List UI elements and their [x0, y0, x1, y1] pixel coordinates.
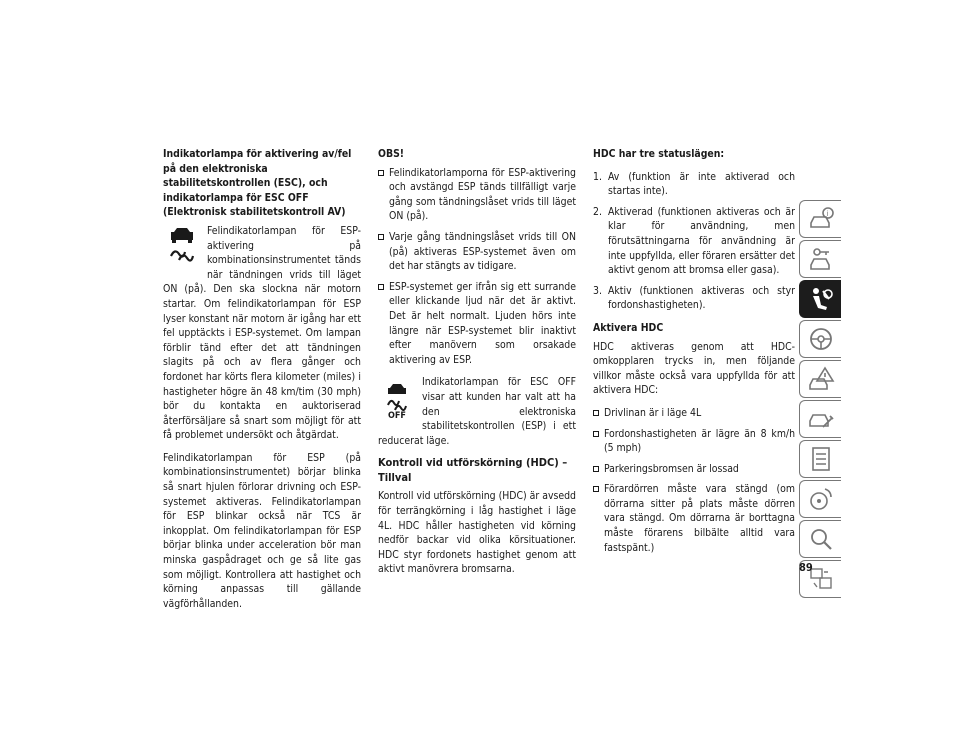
list-item: Drivlinan är i läge 4L [593, 406, 795, 421]
hdc-status-list [593, 170, 795, 313]
list-item: 3. Aktiv (funktionen aktiveras och styr fordonshastigheten). [593, 284, 795, 312]
tab-steering-wheel[interactable] [799, 320, 841, 358]
obs-list [378, 166, 576, 368]
esc-off-icon [378, 377, 416, 427]
steering-wheel-icon [807, 325, 835, 353]
checkbox-bullet-icon [593, 486, 599, 492]
car-warning-icon [807, 365, 835, 393]
list-item: 2. Aktiverad (funktionen aktiveras och är klar för användning, men förutsättningarna för användning är inte uppfyllda, eller föraren ersätter det aktivt genom att bromsa eller gasa). [593, 205, 795, 277]
list-item: ESP-systemet ger ifrån sig ett surrande eller klickande ljud när det är aktivt. Det är helt normalt. Ljuden hörs inte längre när ESP-systemet blir inaktivt efter manövern som orsakade aktivering av ESP. [378, 280, 576, 368]
esc-heading: Indikatorlampa för aktivering av/fel på den elektroniska stabilitetskontrollen (ESC), och indikatorlampa för ESC OFF (Elektronisk stabilitetskontroll AV) [163, 148, 352, 219]
tab-car-service[interactable] [799, 400, 841, 438]
car-service-icon [807, 405, 835, 433]
obs-heading: OBS! [378, 148, 405, 160]
esc-off-icon-paragraph [378, 375, 576, 448]
tab-multimedia[interactable] [799, 480, 841, 518]
checkbox-bullet-icon [378, 234, 384, 240]
list-item: Förardörren måste vara stängd (om dörrarna sitter på plats måste dörren vara stängd. Om dörrarna är borttagna måste förarens bilbälte alltid vara fastspänt.) [593, 482, 795, 555]
car-key-icon [807, 245, 835, 273]
esc-off-label: OFF [388, 411, 406, 422]
page-number: 89 [799, 561, 813, 574]
search-icon [807, 525, 835, 553]
tab-airbag-safety[interactable] [799, 280, 841, 318]
checklist-icon [807, 445, 835, 473]
chapter-tabs [799, 200, 841, 600]
esc-paragraph-2: Felindikatorlampan för ESP (på kombinationsinstrumentet) börjar blinka så snart hjulen förlorar drivning och ESP-systemet aktiveras. Felindikatorlampan för ESP blinkar också när TCS är inkopplat. Om felindikatorlampan för ESP börjar blinka under acceleration bör man minska gaspådraget och ge så lite gas som möjligt. Kontrollera att hastighet och körning anpassas till gällande vägförhållanden. [163, 451, 361, 610]
tab-car-key[interactable] [799, 240, 841, 278]
esc-icon-paragraph [163, 224, 361, 443]
checkbox-bullet-icon [593, 410, 599, 416]
hdc-paragraph: Kontroll vid utförskörning (HDC) är avsedd för terrängkörning i låg hastighet i läge 4L. HDC håller hastigheten vid körning nedför backar vid olika körsituationer. HDC styr fordonets hastighet genom att aktivt manövrera bromsarna. [378, 490, 576, 576]
tab-car-info[interactable] [799, 200, 841, 238]
car-info-icon [807, 205, 835, 233]
column-middle [378, 147, 576, 585]
list-item: Fordonshastigheten är lägre än 8 km/h (5 mph) [593, 427, 795, 456]
hdc-heading: Kontroll vid utförskörning (HDC) – Tillval [378, 456, 568, 484]
list-item: Varje gång tändningslåset vrids till ON (på) aktiveras ESP-systemet även om det har stängts av tidigare. [378, 230, 576, 274]
column-right [593, 147, 795, 563]
tab-car-warning[interactable] [799, 360, 841, 398]
checkbox-bullet-icon [593, 431, 599, 437]
activate-hdc-paragraph: HDC aktiveras genom att HDC-omkopplaren trycks in, men följande villkor måste också vara uppfyllda för att aktivera HDC: [593, 340, 795, 397]
hdc-status-heading: HDC har tre statuslägen: [593, 148, 725, 160]
tab-checklist[interactable] [799, 440, 841, 478]
list-item: Parkeringsbromsen är lossad [593, 462, 795, 477]
activate-hdc-heading: Aktivera HDC [593, 321, 664, 334]
esc-icon-text: Felindikatorlampan för ESP-aktivering på kombinationsinstrumentet tänds när tändningen vrids till läget ON (på). Den ska slockna när motorn startar. Om felindikatorlampan för ESP lyser konstant när motorn är igång har ett fel upptäckts i ESP-systemet. Om lampan förblir tänd efter det att tändningen slagits på och av flera gånger och fordonet har körts flera kilometer (miles) i hastigheter högre än 48 km/tim (30 mph) bör du kontakta en auktoriserad återförsäljare så snart som möjligt för att få problemet undersökt och åtgärdat. [163, 224, 361, 442]
svg-text:i: i [826, 210, 828, 218]
esc-off-text: Indikatorlampan för ESC OFF visar att kunden har valt att ha den elektroniska stabilitetskontrollen (ESP) i ett reducerat läge. [378, 376, 576, 447]
multimedia-icon [807, 485, 835, 513]
list-item: 1. Av (funktion är inte aktiverad och startas inte). [593, 170, 795, 198]
tab-search[interactable] [799, 520, 841, 558]
hdc-conditions-list [593, 406, 795, 555]
column-left [163, 147, 361, 619]
list-item: Felindikatorlamporna för ESP-aktivering och avstängd ESP tänds tillfälligt varje gång som tändningslåset vrids till läget ON (på). [378, 166, 576, 224]
airbag-safety-icon [807, 285, 835, 313]
esc-skid-car-icon [163, 226, 201, 270]
checkbox-bullet-icon [593, 466, 599, 472]
checkbox-bullet-icon [378, 284, 384, 290]
checkbox-bullet-icon [378, 170, 384, 176]
